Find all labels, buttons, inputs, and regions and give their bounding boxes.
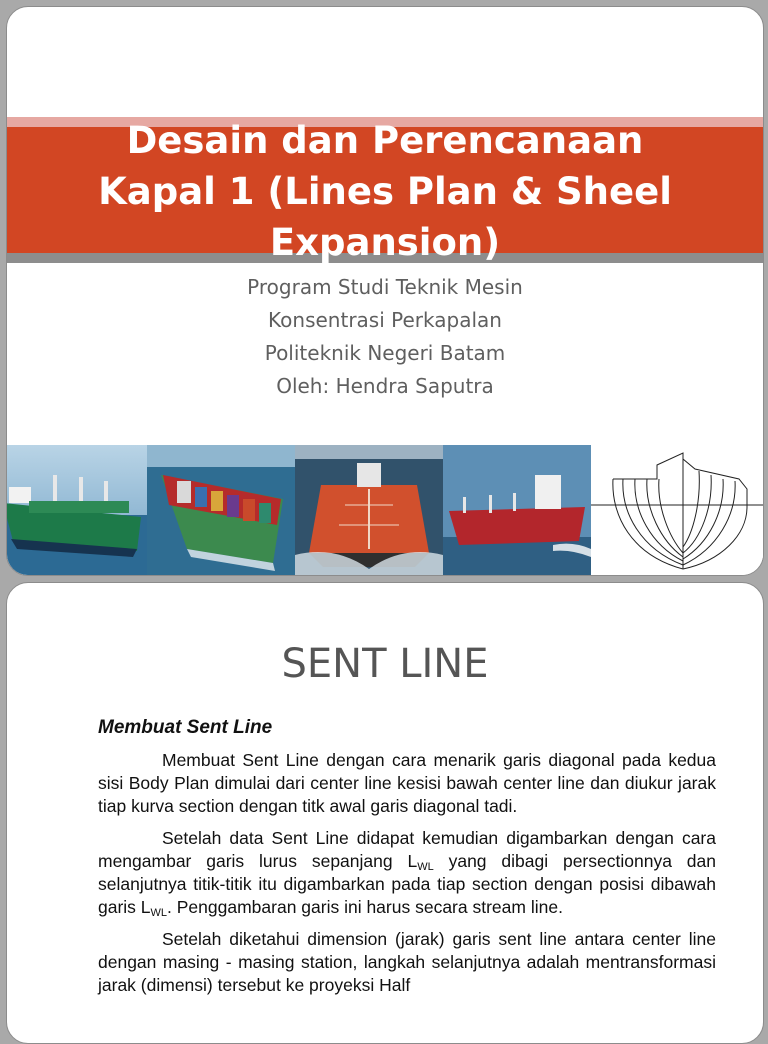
subtitle-line: Konsentrasi Perkapalan [268,308,502,332]
slide-title [7,115,763,268]
p2-text-c: . Penggambaran garis ini harus secara stream line. [167,897,563,917]
paragraph-3: Setelah diketahui dimension (jarak) garis sent line antara center line dengan masing - masing station, langkah selanjutnya adalah mentransformasi jarak (dimensi) tersebut ke proyeksi Half [98,929,716,995]
paragraph-2 [98,827,716,919]
p2-text-b: yang dibagi persectionnya dan selanjutnya titik-titik itu digambarkan pada tiap section dengan posisi dibawah garis L [98,851,716,917]
p2-text-a: Setelah data Sent Line didapat kemudian digambarkan dengan cara mengambar garis lurus sepanjang L [98,828,716,871]
title-line-1: Desain dan Perencanaan [126,119,644,162]
green-cargo-ship-photo [6,445,147,576]
subtitle-line: Politeknik Negeri Batam [264,341,506,365]
content-slide [6,582,764,1044]
red-bulk-carrier-photo [443,445,591,576]
slide-subtitle [7,271,763,403]
section-heading: Membuat Sent Line [98,717,273,738]
body-text [98,749,716,1006]
title-line-2: Kapal 1 (Lines Plan & Sheel [98,170,672,213]
title-slide [6,6,764,576]
subscript-wl: WL [417,861,434,873]
title-line-3: Expansion) [269,221,501,264]
title-band [7,117,763,263]
subtitle-line: Oleh: Hendra Saputra [276,374,494,398]
slide-title: SENT LINE [281,641,489,687]
paragraph-1: Membuat Sent Line dengan cara menarik garis diagonal pada kedua sisi Body Plan dimulai dari center line kesisi bawah center line dan diukur jarak tiap kurva section dengan titk awal garis diagonal tadi. [98,750,716,816]
oil-tanker-photo [295,445,443,576]
container-ship-photo [147,445,295,576]
subtitle-line: Program Studi Teknik Mesin [247,275,523,299]
ship-image-strip [6,445,764,576]
body-plan-drawing [591,445,764,576]
subscript-wl: WL [150,907,168,919]
